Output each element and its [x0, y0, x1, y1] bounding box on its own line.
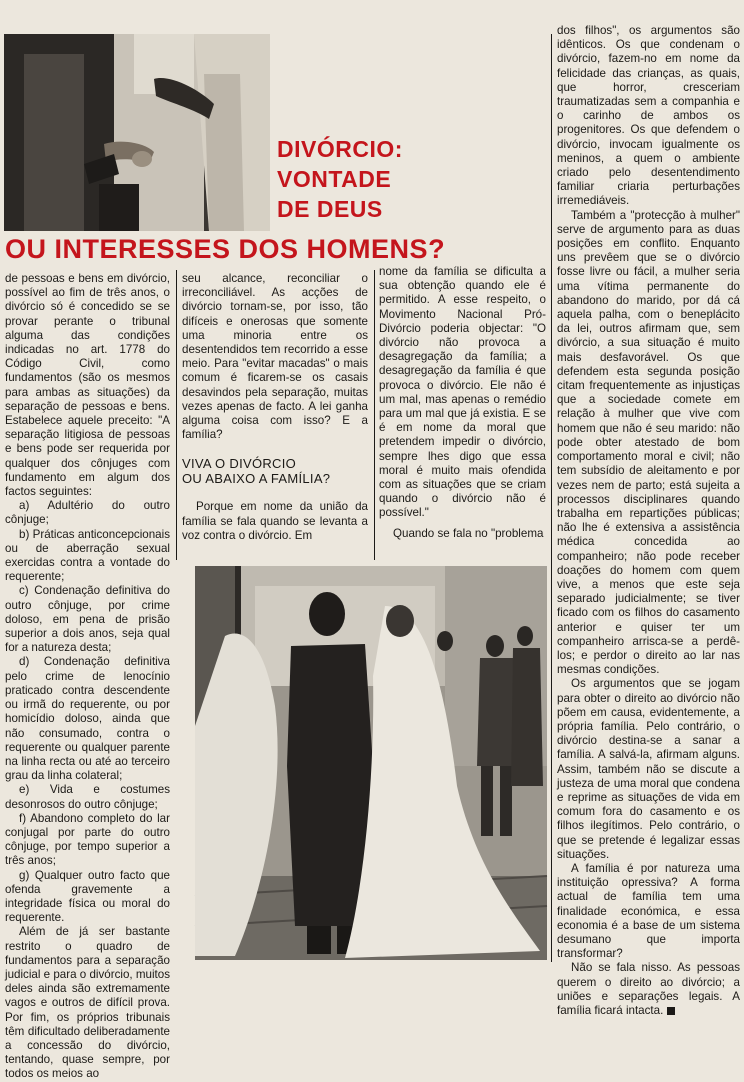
col1-paragraph-2: Além de já ser bastante restrito o quadro de fundamentos para a separação judicial e para o divórcio, muitos deles ainda são extremamente vagos e outros de difícil prova. Por fim, os próprios tribunais têm dificultado deliberadamente a concessão do divórcio, tentando, quase sempre, por todos os meios ao: [5, 925, 170, 1081]
column-4: [557, 24, 740, 1018]
list-item: c) Condenação definitiva do outro cônjuge, por crime doloso, em pena de prisão superior a dois anos, seja qual for a natureza desta;: [5, 584, 170, 655]
col3-paragraph-1: nome da família se dificulta a sua obtenção quando ele é permitido. A esse respeito, o Movimento Nacional Pró-Divórcio poderia objectar: "O divórcio não provoca a desagregação da família; a desagregação da família é que provoca o divórcio. Ele não é um mal, mas apenas o remédio para um mal que já existia. E se é em nome da moral que pretendem impedir o divórcio, sempre lhes digo que essa moral é muito mais ofendida com as situações que se criam quando o divórcio não é possível.": [379, 265, 546, 520]
subheading: [182, 456, 368, 486]
col4-paragraph-4: A família é por natureza uma instituição opressiva? A forma actual de família tem uma finalidade económica, e essa economia é a base de um sistema desumano que importa transformar?: [557, 861, 740, 961]
headline-line-4: OU INTERESSES DOS HOMENS?: [5, 234, 446, 264]
column-rule-2: [374, 270, 375, 560]
headline: [277, 134, 403, 224]
col4-paragraph-5: [557, 961, 740, 1018]
list-item: f) Abandono completo do lar conjugal por parte do outro cônjuge, por tempo superior a três anos;: [5, 811, 170, 868]
list-item: g) Qualquer outro facto que ofenda gravemente a integridade física ou moral do requerente.: [5, 868, 170, 925]
column-rule-1: [176, 270, 177, 560]
list-item: a) Adultério do outro cônjuge;: [5, 499, 170, 527]
column-2: [182, 272, 368, 562]
column-3: [379, 265, 546, 561]
col4-paragraph-1: dos filhos", os argumentos são idênticos. Os que condenam o divórcio, fazem-no em nome da felicidade das crianças, as quais, que horror, cresceriam traumatizadas sem a companhia e o carinho de ambos os progenitores. Os que defendem o divórcio, invocam igualmente os meninos, a quem o ambiente criado pelo desentendimento familiar criaria perturbações irremediáveis.: [557, 24, 740, 208]
headline-line-3: DE DEUS: [277, 196, 383, 222]
headline-line-2: VONTADE: [277, 166, 392, 192]
list-item: e) Vida e costumes desonrosos do outro cônjuge;: [5, 783, 170, 811]
col1-paragraph-1: de pessoas e bens em divórcio, possível ao fim de três anos, o divórcio só é concedido se se provar perante o tribunal alguma das condições indicadas no art. 1778 do Código Civil, como fundamentos (são os mesmos para ambas as situações) da separação de pessoas e bens. Estabelece aquele preceito: "A separação litigiosa de pessoas e bens pode ser requerida por qualquer dos cônjuges com fundamento em algum dos factos seguintes:: [5, 272, 170, 499]
wedding-couple-photo: [195, 566, 547, 960]
col4-paragraph-2: Também a "protecção à mulher" serve de argumento para as duas posições em conflito. Enquanto uns prevêem que se o divórcio fosse livre ou fácil, a mulher seria uma vítima permanente do abandono do marido, por dá cá aquela palha, com o beneplácito da lei, outros afirmam que, sem divórcio, a sua situação é muito mais desfavorável. Os que defendem esta segunda posição citam frequentemente as injustiças que a sociedade comete em relação à mulher que vive com homem que não é seu marido: não pode obter atestado de bom comportamento moral e civil; não tem subsídio de aleitamento e por vezes nem de parto; está sujeita a processos disciplinares quando trabalha em repartições públicas; não lhe é extensiva a assistência médica concedida ao companheiro; não pode receber doações do homem com quem vive, a menos que este seja separado judicialmente; se tiver ficado com os filhos do casamento anterior e quiser ter um companheiro arrisca-se a perdê-los; e perdor o direito ao lar nas mesmas condições.: [557, 208, 740, 677]
subheading-line-2: OU ABAIXO A FAMÍLIA?: [182, 471, 331, 487]
col2-paragraph-2: Porque em nome da união da família se fala quando se levanta a voz contra o divórcio. Em: [182, 500, 368, 542]
col3-paragraph-2: Quando se fala no "problema: [393, 526, 544, 540]
end-mark-icon: [667, 1007, 675, 1015]
column-rule-3: [551, 34, 552, 962]
list-item: b) Práticas anticoncepcionais ou de aberração sexual exercidas contra a vontade do requerente;: [5, 527, 170, 584]
col2-paragraph-1: seu alcance, reconciliar o irreconciliável. As acções de divórcio tornam-se, por isso, tão difíceis e onerosas que somente uma minoria entre os desentendidos tem recorrido a esse meio. Para "evitar macadas" o mais comum é ficarem-se os casais desavindos pela separação, muitas vezes apenas de facto. A lei ganha alguma coisa com isso? E a família?: [182, 272, 368, 442]
subheading-line-1: VIVA O DIVÓRCIO: [182, 456, 297, 472]
list-item: d) Condenação definitiva pelo crime de lenocínio praticado contra descendente ou irmã do requerente, ou por homicídio doloso, ainda que não consumado, contra o requerente ou qualquer parente na linha recta ou até ao terceiro grau da linha colateral;: [5, 655, 170, 783]
col4-paragraph-5-text: Não se fala nisso. As pessoas querem o direito ao divórcio; a uniões e separações legais. A família ficará intacta.: [557, 961, 740, 1018]
col4-paragraph-3: Os argumentos que se jogam para obter o direito ao divórcio não põem em causa, evidentemente, a própria família. Pelo contrário, o divórcio destina-se a sanar a família. A salvá-la, afirmam alguns. Assim, também não se discute a justeza de uma moral que condena e reprime as situações de vida em comum fora do casamento e os filhos ilegítimos. Pelo contrário, o que se pretende é legalizar essas situações.: [557, 677, 740, 861]
column-1: [5, 272, 170, 1081]
wedding-rings-photo: [4, 34, 270, 231]
grounds-list: [5, 499, 170, 925]
headline-line-1: DIVÓRCIO:: [277, 136, 403, 162]
